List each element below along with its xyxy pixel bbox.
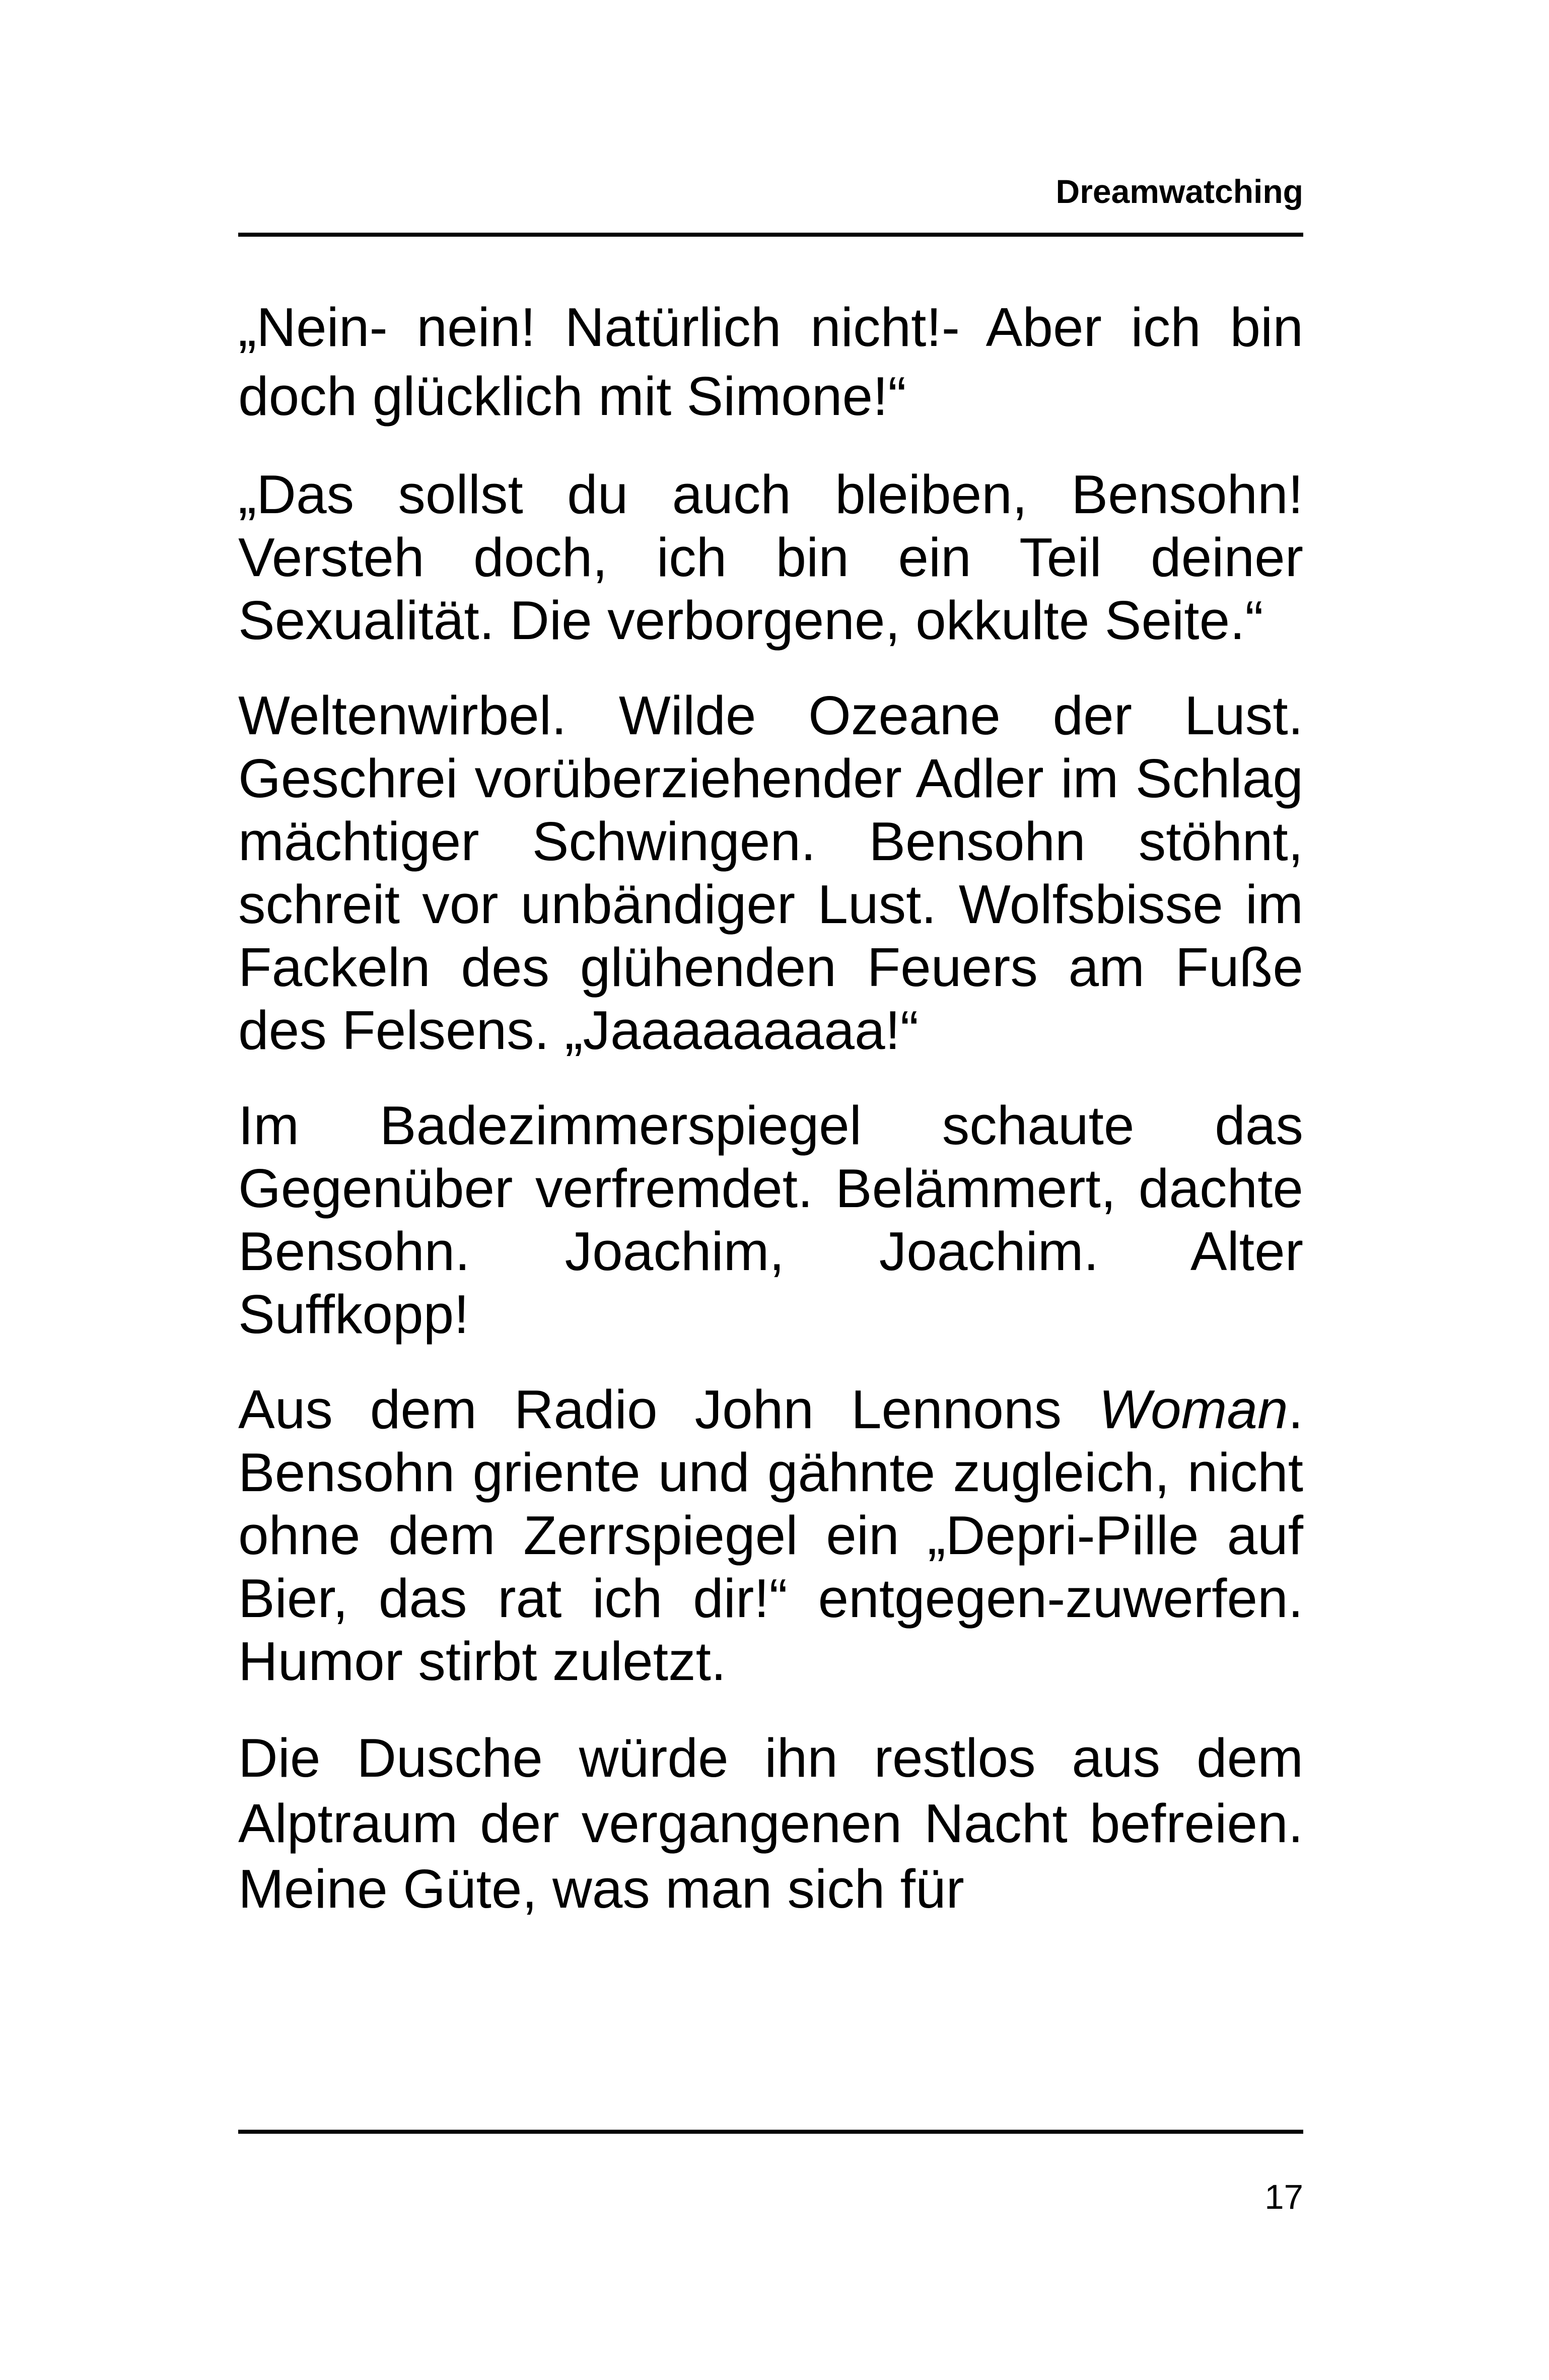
page-number: 17: [1264, 2178, 1303, 2216]
paragraph: Im Badezimmerspiegel schaute das Gegenüber verfremdet. Belämmert, dachte Bensohn. Joachim, Joachim. Alter Suffkopp!: [238, 1095, 1303, 1345]
paragraph: [238, 1378, 1303, 1693]
paragraph-text: . Bensohn griente und gähnte zugleich, nicht ohne dem Zerrspiegel ein „Depri-Pille auf Bier, das rat ich dir!“ entgegen-zuwerfen. Humor stirbt zuletzt.: [238, 1379, 1303, 1692]
paragraph: Weltenwirbel. Wilde Ozeane der Lust. Geschrei vorüberziehender Adler im Schlag mächtiger Schwingen. Bensohn stöhnt, schreit vor unbändiger Lust. Wolfsbisse im Fackeln des glühenden Feuers am Fuße des Felsens. „Jaaaaaaaaa!“: [238, 685, 1303, 1061]
footer-rule: [238, 2130, 1303, 2134]
paragraph: „Das sollst du auch bleiben, Bensohn! Versteh doch, ich bin ein Teil deiner Sexualität. Die verborgene, okkulte Seite.“: [238, 464, 1303, 651]
page-body: [238, 293, 1303, 1922]
paragraph-text: Aus dem Radio John Lennons: [238, 1379, 1099, 1440]
paragraph: „Nein- nein! Natürlich nicht!- Aber ich bin doch glücklich mit Simone!“: [238, 297, 1303, 427]
paragraph: Die Dusche würde ihn restlos aus dem Alptraum der vergangenen Nacht befreien. Meine Güte, was man sich für: [238, 1727, 1303, 1920]
header-rule: [238, 233, 1303, 237]
song-title: Woman: [1099, 1379, 1288, 1440]
running-header-title: Dreamwatching: [1055, 173, 1303, 210]
